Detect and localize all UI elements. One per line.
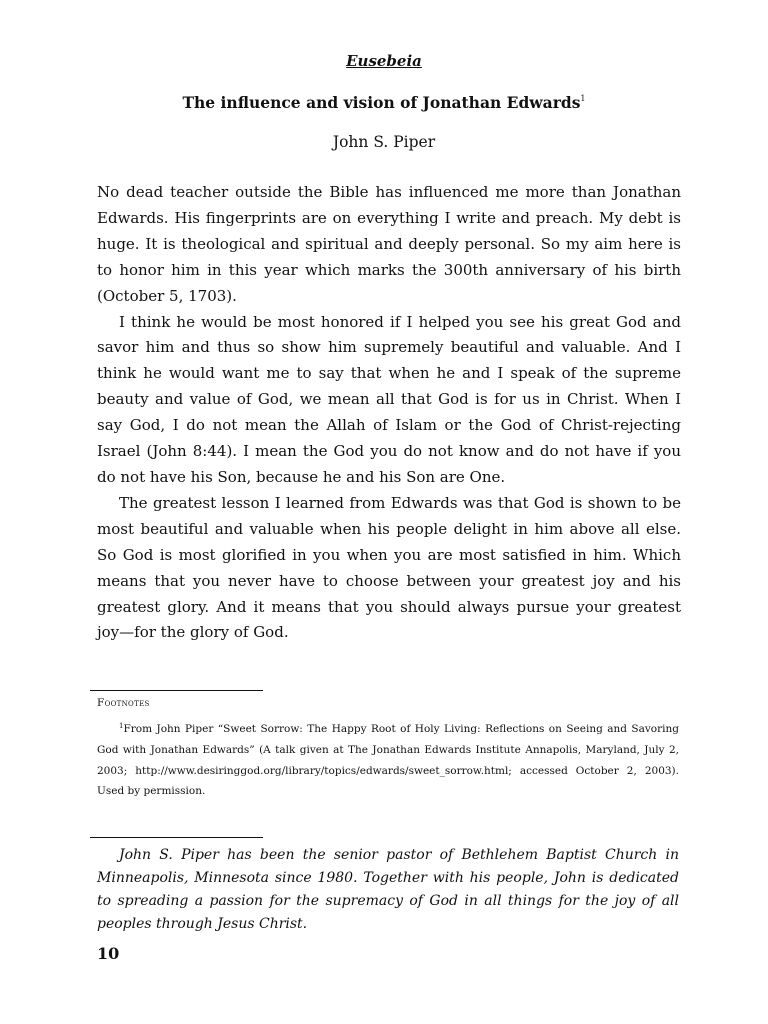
footnotes-heading: Footnotes (97, 697, 150, 709)
footnote-marker: 1 (119, 722, 124, 730)
journal-name: Eusebeia (346, 52, 422, 70)
author-name: John S. Piper (332, 133, 436, 151)
footnote-divider (90, 690, 263, 691)
footnote-text: From John Piper “Sweet Sorrow: The Happy Root of Holy Living: Reflections on Seeing and Savoring God with Jonathan Edwards” (A talk given at The Jonathan Edwards Institute Annapolis, Maryland, July 2, 2003; http://www.desiringgod.org/library/topics/edwards/sweet_sorrow.html; accessed October 2, 2003). Used by permission. (97, 723, 679, 798)
article-title-text: The influence and vision of Jonathan Edwards (182, 93, 581, 112)
body-paragraph-1: No dead teacher outside the Bible has influenced me more than Jonathan Edwards. His fingerprints are on everything I write and preach. My debt is huge. It is theological and spiritual and deeply personal. So my aim here is to honor him in this year which marks the 300th anniversary of his birth (October 5, 1703). (97, 183, 681, 305)
footnote-item (97, 716, 679, 802)
article-title (0, 93, 768, 112)
author-bio: John S. Piper has been the senior pastor of Bethlehem Baptist Church in Minneapolis, Minnesota since 1980. Together with his people, John is dedicated to spreading a passion for the supremacy of God in all things for the joy of all peoples through Jesus Christ. (97, 847, 679, 932)
title-footnote-marker: 1 (580, 94, 586, 103)
body-paragraph-3: The greatest lesson I learned from Edwards was that God is shown to be most beautiful and valuable when his people delight in him above all else. So God is most glorified in you when you are most satisfied in him. Which means that you never have to choose between your greatest joy and his greatest glory. And it means that you should always pursue your greatest joy—for the glory of God. (97, 493, 681, 642)
bio-divider (90, 837, 263, 838)
body-paragraph-2: I think he would be most honored if I helped you see his great God and savor him and thus so show him supremely beautiful and valuable. And I think he would want me to say that when he and I speak of the supreme beauty and value of God, we mean all that God is for us in Christ. When I say God, I do not mean the Allah of Islam or the God of Christ-rejecting Israel (John 8:44). I mean the God you do not know and do not have if you do not have his Son, because he and his Son are One. (97, 312, 681, 486)
footnotes-section (97, 716, 679, 802)
page-number: 10 (97, 944, 120, 963)
article-body (97, 180, 681, 646)
